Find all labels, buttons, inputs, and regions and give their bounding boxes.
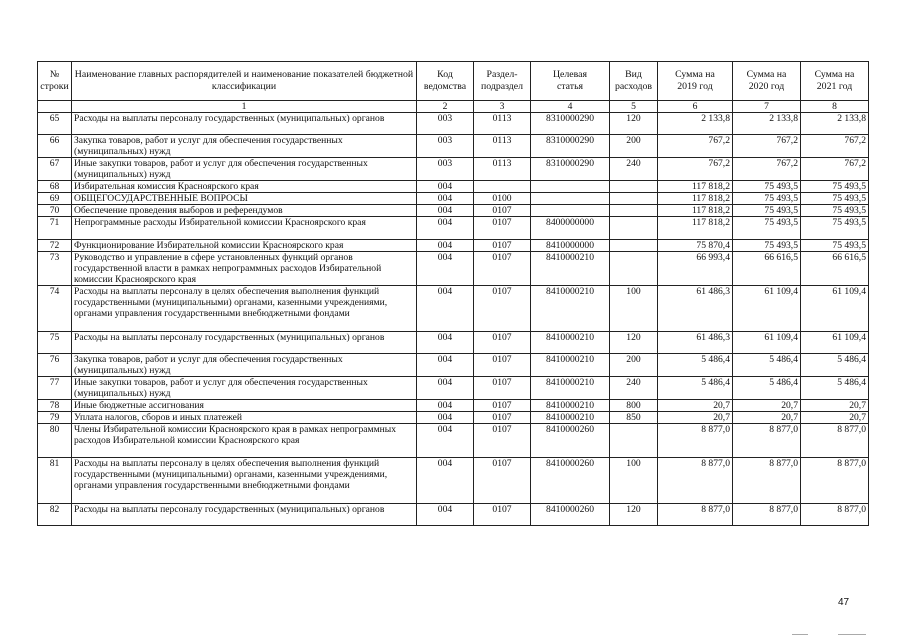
target-article-cell: 8410000260 — [531, 424, 610, 458]
sum-2021-cell: 61 109,4 — [801, 332, 869, 354]
department-code-cell: 003 — [417, 113, 474, 135]
page-number: 47 — [838, 597, 850, 608]
table-row — [38, 240, 869, 252]
table-row — [38, 504, 869, 526]
sum-2021-cell: 61 109,4 — [801, 286, 869, 332]
target-article-cell: 8400000000 — [531, 217, 610, 240]
sum-2019-cell: 5 486,4 — [658, 377, 733, 400]
scan-mark — [838, 634, 866, 635]
row-name-cell: Расходы на выплаты персоналу государственных (муниципальных) органов — [72, 504, 417, 526]
sum-2020-cell: 75 493,5 — [733, 193, 801, 205]
row-number-cell: 82 — [38, 504, 72, 526]
expense-type-cell: 120 — [610, 113, 658, 135]
sum-2020-cell: 5 486,4 — [733, 354, 801, 377]
target-article-cell: 8310000290 — [531, 158, 610, 181]
sum-2019-cell: 5 486,4 — [658, 354, 733, 377]
sum-2020-cell: 8 877,0 — [733, 424, 801, 458]
row-name-cell: Расходы на выплаты персоналу государственных (муниципальных) органов — [72, 113, 417, 135]
expense-type-cell — [610, 240, 658, 252]
target-article-cell: 8410000210 — [531, 354, 610, 377]
table-row — [38, 377, 869, 400]
sum-2020-cell: 5 486,4 — [733, 377, 801, 400]
table-row — [38, 354, 869, 377]
table-row — [38, 252, 869, 286]
header-target-article: Целевая статья — [531, 62, 610, 101]
department-code-cell: 003 — [417, 135, 474, 158]
sum-2019-cell: 8 877,0 — [658, 458, 733, 504]
department-code-cell: 004 — [417, 412, 474, 424]
column-number: 1 — [72, 101, 417, 113]
expense-type-cell: 240 — [610, 377, 658, 400]
section-cell — [474, 181, 531, 193]
sum-2021-cell: 66 616,5 — [801, 252, 869, 286]
sum-2021-cell: 767,2 — [801, 158, 869, 181]
section-cell: 0113 — [474, 113, 531, 135]
section-cell: 0107 — [474, 412, 531, 424]
row-name-cell: Расходы на выплаты персоналу в целях обеспечения выполнения функций государственными (муниципальными) органами, казенными учреждениями, органами управления государственными внебюджетными фондами — [72, 286, 417, 332]
expense-type-cell: 850 — [610, 412, 658, 424]
sum-2021-cell: 8 877,0 — [801, 504, 869, 526]
sum-2020-cell: 61 109,4 — [733, 286, 801, 332]
row-name-cell: Члены Избирательной комиссии Красноярского края в рамках непрограммных расходов Избирательной комиссии Красноярского края — [72, 424, 417, 458]
header-row — [38, 62, 869, 101]
sum-2019-cell: 8 877,0 — [658, 504, 733, 526]
column-number: 7 — [733, 101, 801, 113]
sum-2019-cell: 61 486,3 — [658, 332, 733, 354]
sum-2021-cell: 8 877,0 — [801, 424, 869, 458]
column-number: 3 — [474, 101, 531, 113]
section-cell: 0107 — [474, 286, 531, 332]
target-article-cell — [531, 205, 610, 217]
section-cell: 0113 — [474, 158, 531, 181]
department-code-cell: 004 — [417, 286, 474, 332]
expense-type-cell — [610, 205, 658, 217]
row-number-cell: 78 — [38, 400, 72, 412]
header-sum-2020: Сумма на 2020 год — [733, 62, 801, 101]
section-cell: 0107 — [474, 424, 531, 458]
row-name-cell: ОБЩЕГОСУДАРСТВЕННЫЕ ВОПРОСЫ — [72, 193, 417, 205]
row-name-cell: Уплата налогов, сборов и иных платежей — [72, 412, 417, 424]
row-name-cell: Иные закупки товаров, работ и услуг для обеспечения государственных (муниципальных) нужд — [72, 158, 417, 181]
department-code-cell: 004 — [417, 217, 474, 240]
column-number-row — [38, 101, 869, 113]
department-code-cell: 004 — [417, 354, 474, 377]
target-article-cell: 8410000210 — [531, 286, 610, 332]
row-name-cell: Закупка товаров, работ и услуг для обеспечения государственных (муниципальных) нужд — [72, 135, 417, 158]
row-number-cell: 72 — [38, 240, 72, 252]
row-number-cell: 75 — [38, 332, 72, 354]
sum-2021-cell: 767,2 — [801, 135, 869, 158]
expense-type-cell: 240 — [610, 158, 658, 181]
column-number: 8 — [801, 101, 869, 113]
column-number: 2 — [417, 101, 474, 113]
table-row — [38, 400, 869, 412]
row-name-cell: Непрограммные расходы Избирательной комиссии Красноярского края — [72, 217, 417, 240]
row-number-cell: 65 — [38, 113, 72, 135]
sum-2020-cell: 20,7 — [733, 412, 801, 424]
sum-2021-cell: 20,7 — [801, 400, 869, 412]
sum-2020-cell: 75 493,5 — [733, 217, 801, 240]
row-number-cell: 68 — [38, 181, 72, 193]
row-name-cell: Закупка товаров, работ и услуг для обеспечения государственных (муниципальных) нужд — [72, 354, 417, 377]
row-name-cell: Расходы на выплаты персоналу в целях обеспечения выполнения функций государственными (муниципальными) органами, казенными учреждениями, органами управления государственными внебюджетными фондами — [72, 458, 417, 504]
sum-2019-cell: 66 993,4 — [658, 252, 733, 286]
expense-type-cell — [610, 424, 658, 458]
sum-2019-cell: 117 818,2 — [658, 205, 733, 217]
sum-2020-cell: 8 877,0 — [733, 504, 801, 526]
target-article-cell: 8410000210 — [531, 332, 610, 354]
department-code-cell: 004 — [417, 205, 474, 217]
column-number: 5 — [610, 101, 658, 113]
sum-2020-cell: 75 493,5 — [733, 181, 801, 193]
expense-type-cell: 200 — [610, 354, 658, 377]
sum-2021-cell: 8 877,0 — [801, 458, 869, 504]
department-code-cell: 003 — [417, 158, 474, 181]
table-row — [38, 135, 869, 158]
row-name-cell: Руководство и управление в сфере установленных функций органов государственной власти в рамках непрограммных расходов Избирательной комиссии Красноярского края — [72, 252, 417, 286]
sum-2020-cell: 2 133,8 — [733, 113, 801, 135]
sum-2020-cell: 20,7 — [733, 400, 801, 412]
section-cell: 0107 — [474, 332, 531, 354]
sum-2021-cell: 75 493,5 — [801, 217, 869, 240]
header-row-number: № строки — [38, 62, 72, 101]
section-cell: 0107 — [474, 354, 531, 377]
expense-type-cell: 100 — [610, 458, 658, 504]
department-code-cell: 004 — [417, 193, 474, 205]
table-row — [38, 158, 869, 181]
target-article-cell: 8410000210 — [531, 412, 610, 424]
expense-type-cell — [610, 252, 658, 286]
sum-2019-cell: 20,7 — [658, 412, 733, 424]
department-code-cell: 004 — [417, 332, 474, 354]
section-cell: 0113 — [474, 135, 531, 158]
row-number-cell: 71 — [38, 217, 72, 240]
sum-2019-cell: 117 818,2 — [658, 217, 733, 240]
table-row — [38, 217, 869, 240]
section-cell: 0107 — [474, 377, 531, 400]
table-row — [38, 205, 869, 217]
row-number-cell: 77 — [38, 377, 72, 400]
table-row — [38, 332, 869, 354]
section-cell: 0107 — [474, 458, 531, 504]
table-row — [38, 193, 869, 205]
section-cell: 0107 — [474, 205, 531, 217]
target-article-cell: 8410000260 — [531, 458, 610, 504]
sum-2020-cell: 8 877,0 — [733, 458, 801, 504]
header-sum-2021: Сумма на 2021 год — [801, 62, 869, 101]
target-article-cell: 8410000000 — [531, 240, 610, 252]
section-cell: 0107 — [474, 240, 531, 252]
column-number: 6 — [658, 101, 733, 113]
target-article-cell: 8410000210 — [531, 377, 610, 400]
expense-type-cell: 800 — [610, 400, 658, 412]
sum-2021-cell: 75 493,5 — [801, 181, 869, 193]
row-number-cell: 69 — [38, 193, 72, 205]
row-name-cell: Расходы на выплаты персоналу государственных (муниципальных) органов — [72, 332, 417, 354]
department-code-cell: 004 — [417, 400, 474, 412]
section-cell: 0107 — [474, 400, 531, 412]
row-name-cell: Обеспечение проведения выборов и референдумов — [72, 205, 417, 217]
sum-2020-cell: 767,2 — [733, 135, 801, 158]
expense-type-cell — [610, 181, 658, 193]
budget-table — [37, 61, 869, 526]
row-number-cell: 76 — [38, 354, 72, 377]
sum-2019-cell: 117 818,2 — [658, 181, 733, 193]
sum-2019-cell: 767,2 — [658, 135, 733, 158]
row-number-cell: 73 — [38, 252, 72, 286]
sum-2021-cell: 2 133,8 — [801, 113, 869, 135]
sum-2021-cell: 5 486,4 — [801, 354, 869, 377]
department-code-cell: 004 — [417, 252, 474, 286]
table-row — [38, 181, 869, 193]
row-name-cell: Иные бюджетные ассигнования — [72, 400, 417, 412]
header-expense-type: Вид расходов — [610, 62, 658, 101]
expense-type-cell — [610, 217, 658, 240]
department-code-cell: 004 — [417, 424, 474, 458]
target-article-cell — [531, 181, 610, 193]
row-number-cell: 81 — [38, 458, 72, 504]
scan-mark — [792, 634, 808, 635]
sum-2019-cell: 117 818,2 — [658, 193, 733, 205]
sum-2020-cell: 75 493,5 — [733, 205, 801, 217]
sum-2019-cell: 75 870,4 — [658, 240, 733, 252]
sum-2021-cell: 75 493,5 — [801, 193, 869, 205]
sum-2021-cell: 75 493,5 — [801, 205, 869, 217]
target-article-cell: 8310000290 — [531, 135, 610, 158]
expense-type-cell: 100 — [610, 286, 658, 332]
target-article-cell: 8410000210 — [531, 400, 610, 412]
department-code-cell: 004 — [417, 240, 474, 252]
table-row — [38, 458, 869, 504]
section-cell: 0107 — [474, 252, 531, 286]
sum-2020-cell: 61 109,4 — [733, 332, 801, 354]
row-number-cell: 67 — [38, 158, 72, 181]
section-cell: 0100 — [474, 193, 531, 205]
sum-2019-cell: 61 486,3 — [658, 286, 733, 332]
row-number-cell: 66 — [38, 135, 72, 158]
row-name-cell: Иные закупки товаров, работ и услуг для обеспечения государственных (муниципальных) нужд — [72, 377, 417, 400]
sum-2019-cell: 8 877,0 — [658, 424, 733, 458]
department-code-cell: 004 — [417, 377, 474, 400]
row-number-cell: 79 — [38, 412, 72, 424]
table-row — [38, 286, 869, 332]
column-number: 4 — [531, 101, 610, 113]
section-cell: 0107 — [474, 217, 531, 240]
row-name-cell: Функционирование Избирательной комиссии Красноярского края — [72, 240, 417, 252]
table-row — [38, 113, 869, 135]
target-article-cell: 8410000260 — [531, 504, 610, 526]
sum-2021-cell: 5 486,4 — [801, 377, 869, 400]
header-section: Раздел- подраздел — [474, 62, 531, 101]
row-number-cell: 74 — [38, 286, 72, 332]
row-number-cell: 80 — [38, 424, 72, 458]
header-sum-2019: Сумма на 2019 год — [658, 62, 733, 101]
column-number — [38, 101, 72, 113]
target-article-cell: 8310000290 — [531, 113, 610, 135]
target-article-cell — [531, 193, 610, 205]
sum-2019-cell: 767,2 — [658, 158, 733, 181]
department-code-cell: 004 — [417, 504, 474, 526]
sum-2021-cell: 75 493,5 — [801, 240, 869, 252]
sum-2019-cell: 2 133,8 — [658, 113, 733, 135]
table-row — [38, 424, 869, 458]
header-department-code: Код ведомства — [417, 62, 474, 101]
sum-2021-cell: 20,7 — [801, 412, 869, 424]
header-name: Наименование главных распорядителей и наименование показателей бюджетной классификации — [72, 62, 417, 101]
department-code-cell: 004 — [417, 181, 474, 193]
department-code-cell: 004 — [417, 458, 474, 504]
expense-type-cell: 200 — [610, 135, 658, 158]
section-cell: 0107 — [474, 504, 531, 526]
expense-type-cell — [610, 193, 658, 205]
table-row — [38, 412, 869, 424]
expense-type-cell: 120 — [610, 332, 658, 354]
sum-2020-cell: 767,2 — [733, 158, 801, 181]
sum-2019-cell: 20,7 — [658, 400, 733, 412]
sum-2020-cell: 66 616,5 — [733, 252, 801, 286]
row-number-cell: 70 — [38, 205, 72, 217]
expense-type-cell: 120 — [610, 504, 658, 526]
sum-2020-cell: 75 493,5 — [733, 240, 801, 252]
target-article-cell: 8410000210 — [531, 252, 610, 286]
row-name-cell: Избирательная комиссия Красноярского края — [72, 181, 417, 193]
